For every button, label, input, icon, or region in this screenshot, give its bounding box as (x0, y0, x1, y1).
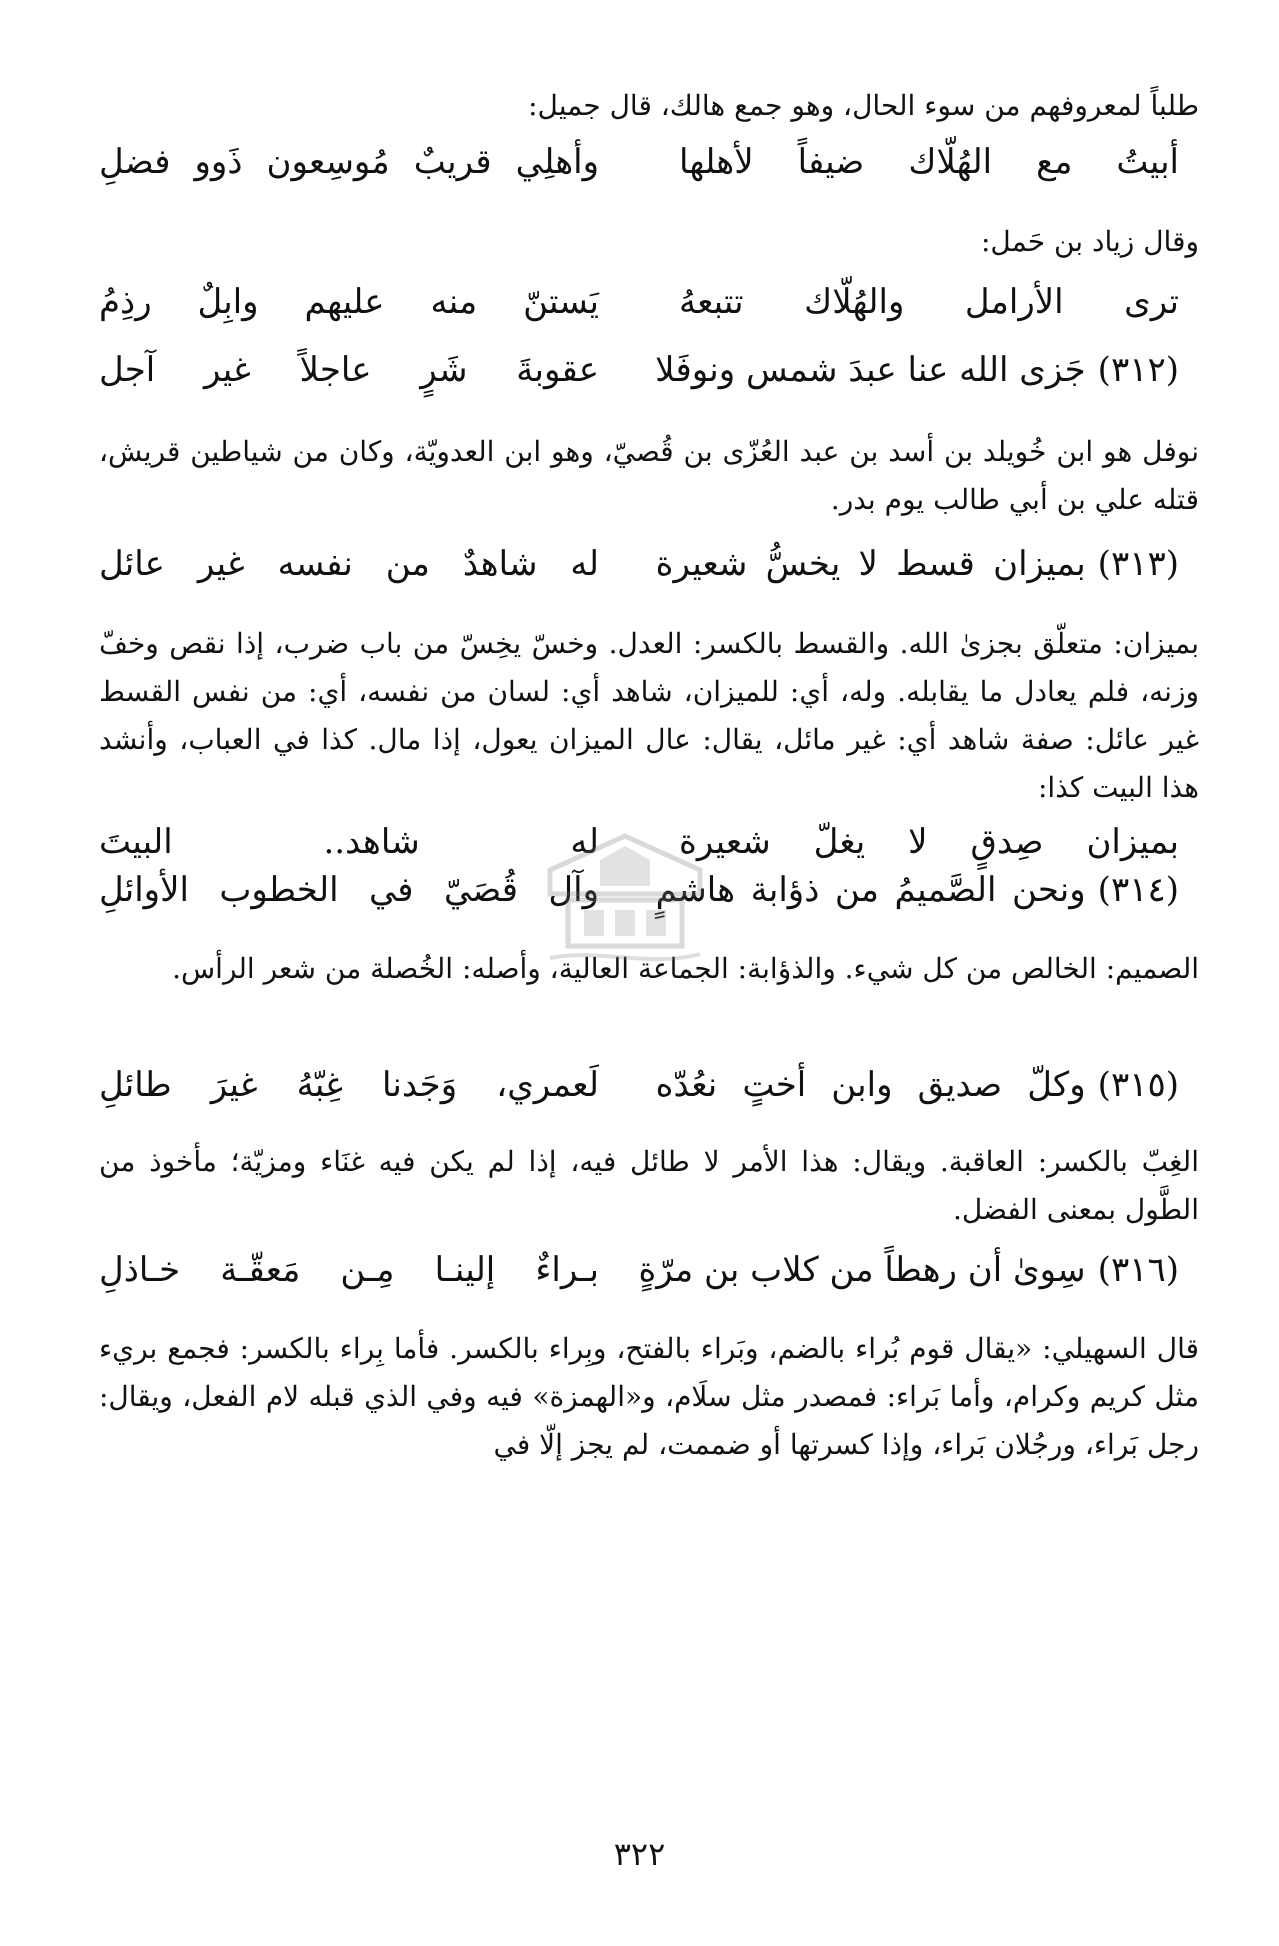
verse-first-hemistich: سِوىٰ أن رهطاً من كلاب بن مرّةٍ (638, 1250, 1086, 1290)
verse-second-hemistich: بـراءٌ إلينـا مِـن مَعقّـة خـاذلِ (99, 1250, 599, 1290)
verse-ziyad (99, 272, 1179, 332)
prose-mizan: بميزان: متعلّق بجزىٰ الله. والقسط بالكسر: العدل. وخسّ يخِسّ من باب ضرب، إذا نقص وخفّ وزنه، فلم يعادل ما يقابله. وله، أي: للميزان، شاهد أي: لسان من نفسه، أي: من نفس القسط غير عائل: صفة شاهد أي: غير مائل، يقال: عال الميزان يعول، إذا مال. كذا في العباب، وأنشد هذا البيت كذا: (99, 627, 1199, 804)
verse-first-hemistich: وكلّ صديق وابن أختٍ نعُدّه (655, 1065, 1086, 1105)
verse-first-hemistich: جَزى الله عنا عبدَ شمس ونوفَلا (655, 350, 1086, 390)
verse-second-hemistich: له شاهدٌ من نفسه غير عائل (99, 544, 599, 584)
verse-first-hemistich: بميزان صِدقٍ لا يغلّ شعيرة (679, 822, 1179, 862)
prose-suhayli: قال السهيلي: «يقال قوم بُراء بالضم، وبَراء بالفتح، وبِراء بالكسر. فأما بِراء بالكسر: فجمع بريء مثل كريم وكرام، وأما بَراء: فمصدر مثل سلَام، و«الهمزة» فيه وفي الذي قبله لام الفعل، ويقال: رجل بَراء، ورجُلان بَراء، وإذا كسرتها أو ضممت، لم يجز إلّا في (99, 1332, 1199, 1461)
verse-second-hemistich: له شاهد.. البيتَ (99, 822, 599, 862)
prose-line-1: طلباً لمعروفهم من سوء الحال، وهو جمع هالك، قال جميل: (528, 89, 1199, 122)
verse-first-hemistich: بميزان قسط لا يخسُّ شعيرة (655, 544, 1086, 584)
prose-samim: الصميم: الخالص من كل شيء. والذؤابة: الجماعة العالية، وأصله: الخُصلة من شعر الرأس. (172, 952, 1199, 985)
prose-ziyad: وقال زياد بن حَمل: (980, 225, 1199, 258)
verse-second-hemistich: لَعمري، وَجَدنا غِبّهُ غيرَ طائلِ (99, 1065, 599, 1105)
verse-number: (٣١٥) (1097, 1065, 1179, 1105)
verse-jamil (99, 132, 1179, 192)
verse-first-hemistich: أبيتُ مع الهُلّاك ضيفاً لأهلها (679, 142, 1179, 182)
verse-second-hemistich: وآل قُصَيّ في الخطوب الأوائلِ (99, 870, 599, 910)
verse-312 (99, 340, 1179, 400)
verse-first-hemistich: ترى الأرامل والهُلّاك تتبعهُ (679, 282, 1179, 322)
prose-nawfal: نوفل هو ابن خُويلد بن أسد بن عبد العُزّى بن قُصيّ، وهو ابن العدويّة، وكان من شياطين قريش، قتله علي بن أبي طالب يوم بدر. (99, 435, 1199, 516)
page-number: ٣٢٢ (613, 1835, 666, 1873)
verse-first-hemistich: ونحن الصَّميمُ من ذؤابة هاشمٍ (655, 870, 1086, 910)
library-seal-watermark (540, 830, 710, 970)
verse-313 (99, 534, 1179, 594)
verse-second-hemistich: عقوبةَ شَرٍ عاجلاً غير آجل (99, 350, 599, 390)
verse-second-hemistich: يَستنّ منه عليهم وابِلٌ رذِمُ (99, 282, 599, 322)
verse-316 (99, 1240, 1179, 1300)
verse-number: (٣١٦) (1097, 1250, 1179, 1290)
verse-second-hemistich: وأهلِي قريبٌ مُوسِعون ذَوو فضلِ (99, 142, 599, 182)
verse-number: (٣١٣) (1097, 544, 1179, 584)
prose-ghibb: الغِبّ بالكسر: العاقبة. ويقال: هذا الأمر لا طائل فيه، إذا لم يكن فيه غنَاء ومزيّة؛ مأخوذ من الطَّول بمعنى الفضل. (99, 1145, 1199, 1226)
verse-315 (99, 1055, 1179, 1115)
verse-number: (٣١٤) (1097, 870, 1179, 910)
verse-number: (٣١٢) (1097, 350, 1179, 390)
